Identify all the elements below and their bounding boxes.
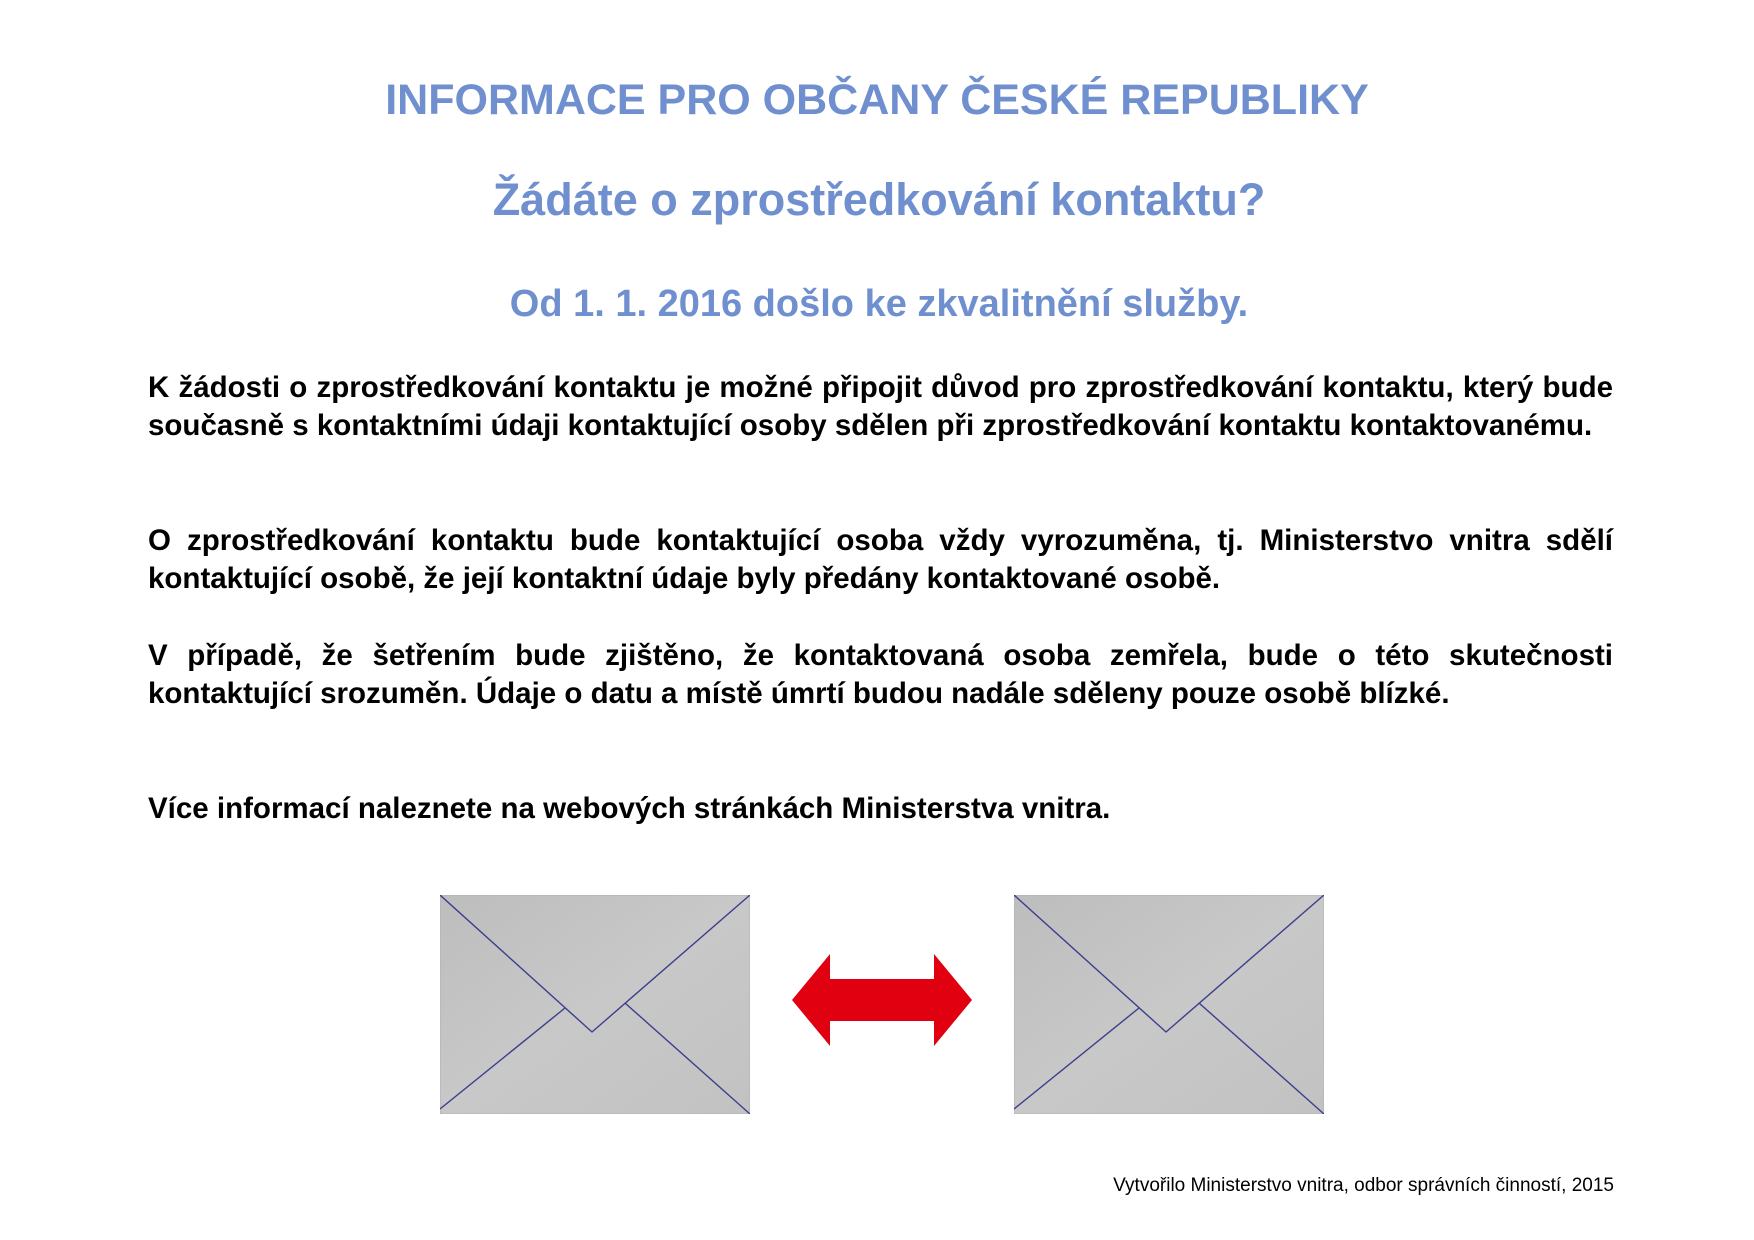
footer-credit: Vytvořilo Ministerstvo vnitra, odbor správních činností, 2015 bbox=[1113, 1175, 1614, 1196]
double-arrow-icon bbox=[792, 954, 972, 1046]
paragraph-more-info: Více informací naleznete na webových stránkách Ministerstva vnitra. bbox=[148, 792, 1111, 825]
page-title: INFORMACE PRO OBČANY ČESKÉ REPUBLIKY bbox=[385, 76, 1369, 124]
page-subtitle: Žádáte o zprostředkování kontaktu? bbox=[492, 174, 1266, 225]
announcement-heading: Od 1. 1. 2016 došlo ke zkvalitnění služby. bbox=[509, 283, 1249, 325]
paragraph-notification: O zprostředkování kontaktu bude kontaktující osoba vždy vyrozuměna, tj. Ministerstvo vnitra sdělí kontaktující osobě, že její kontaktní údaje byly předány kontaktované osobě. bbox=[148, 524, 1613, 595]
paragraph-deceased-case: V případě, že šetřením bude zjištěno, že kontaktovaná osoba zemřela, bude o této skutečnosti kontaktující srozuměn. Údaje o datu a místě úmrtí budou nadále sděleny pouze osobě blízké. bbox=[148, 639, 1613, 710]
envelope-icon bbox=[440, 895, 750, 1114]
paragraph-contact-reason: K žádosti o zprostředkování kontaktu je možné připojit důvod pro zprostředkování kontaktu, který bude současně s kontaktními údaji kontaktující osoby sdělen při zprostředkování kontaktu kontaktovanému. bbox=[148, 371, 1613, 442]
envelope-icon bbox=[1014, 895, 1324, 1114]
